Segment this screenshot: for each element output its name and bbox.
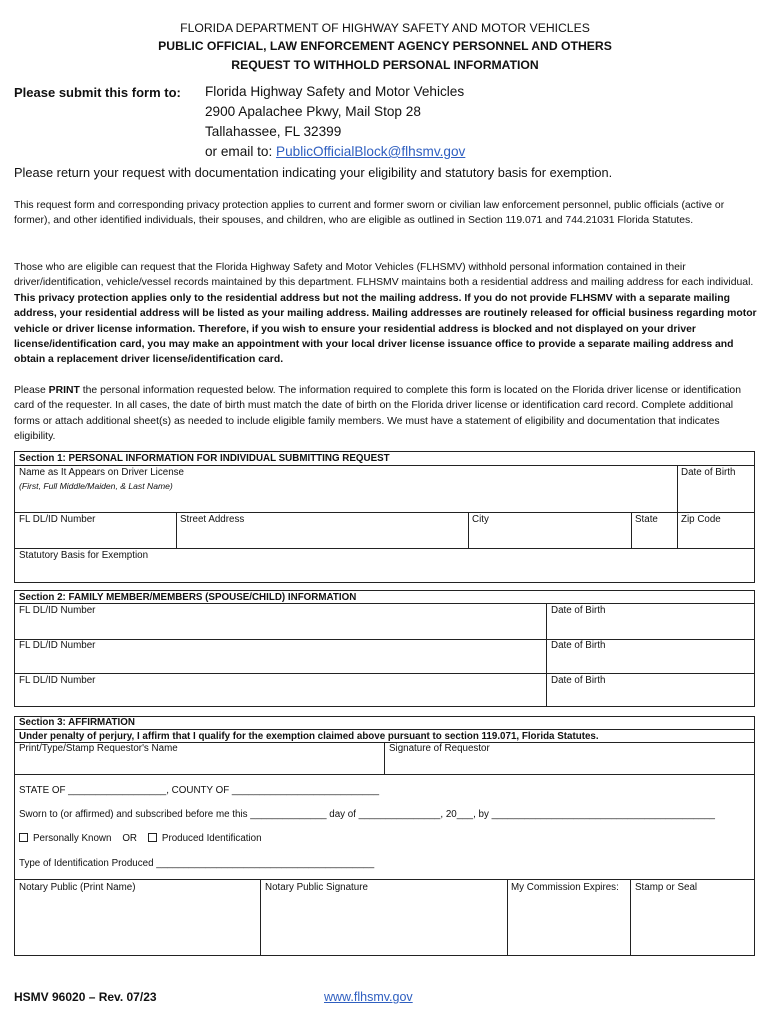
privacy-text: Those who are eligible can request that the Florida Highway Safety and Motor Vehicles (FLHSMV) withhold personal information contained in their driver/identification, vehicle/vessel records maintained by this department. FLHSMV maintains both a residential address and mailing address for each individual. bbox=[14, 262, 754, 289]
produced-id-checkbox[interactable] bbox=[148, 833, 157, 842]
statutory-basis-label: Statutory Basis for Exemption bbox=[19, 550, 149, 561]
section2-box bbox=[14, 590, 755, 707]
zip-code-label: Zip Code bbox=[681, 514, 721, 525]
or-label: OR bbox=[122, 833, 138, 844]
personally-known-checkbox[interactable] bbox=[19, 833, 28, 842]
identification-type-line: Type of Identification Produced ________________________________________ bbox=[19, 858, 375, 869]
state-county-line: STATE OF __________________, COUNTY OF ___________________________ bbox=[19, 785, 380, 796]
requestor-signature-label: Signature of Requestor bbox=[389, 743, 490, 754]
family-dl-label-2: FL DL/ID Number bbox=[19, 640, 96, 651]
section2-title: Section 2: FAMILY MEMBER/MEMBERS (SPOUSE/CHILD) INFORMATION bbox=[19, 592, 357, 603]
perjury-statement: Under penalty of perjury, I affirm that I qualify for the exemption claimed above pursuant to section 119.071, Florida Statutes. bbox=[19, 731, 599, 742]
agency-title: FLORIDA DEPARTMENT OF HIGHWAY SAFETY AND MOTOR VEHICLES bbox=[180, 21, 590, 35]
return-note: Please return your request with documentation indicating your eligibility and statutory basis for exemption. bbox=[14, 165, 613, 180]
section3-title: Section 3: AFFIRMATION bbox=[19, 717, 135, 728]
submit-label: Please submit this form to: bbox=[14, 85, 181, 100]
family-dl-label-3: FL DL/ID Number bbox=[19, 675, 96, 686]
requestor-name-label: Print/Type/Stamp Requestor's Name bbox=[19, 743, 178, 754]
address-line-3: Tallahassee, FL 32399 bbox=[205, 124, 342, 139]
mailing-address bbox=[205, 82, 465, 162]
instructions-paragraph bbox=[14, 383, 758, 445]
personally-known-label: Personally Known bbox=[33, 833, 112, 844]
email-prefix: or email to: bbox=[205, 144, 277, 159]
dl-number-label: FL DL/ID Number bbox=[19, 514, 96, 525]
family-dob-label-2: Date of Birth bbox=[551, 640, 606, 651]
dob-label: Date of Birth bbox=[681, 467, 736, 478]
produced-id-label: Produced Identification bbox=[161, 833, 262, 844]
email-link[interactable]: PublicOfficialBlock@flhsmv.gov bbox=[276, 144, 466, 159]
commission-expires-label: My Commission Expires: bbox=[511, 882, 619, 893]
privacy-paragraph bbox=[14, 260, 758, 368]
website-link[interactable]: www.flhsmv.gov bbox=[324, 990, 413, 1004]
notary-print-name-label: Notary Public (Print Name) bbox=[19, 882, 136, 893]
instructions-text-b: the personal information requested below. The information required to complete this form is located on the Florida driver license or identification card of the requester. In all cases, the date of birth must match the date of birth on the Florida driver license or identification card record. Complete additional forms or attach additional sheet(s) as needed to include eligible family members. We must have a statement of eligibility and documentation that indicates eligibility. bbox=[14, 385, 741, 443]
address-line-2: 2900 Apalachee Pkwy, Mail Stop 28 bbox=[205, 104, 421, 119]
print-word: PRINT bbox=[48, 385, 80, 396]
name-label: Name as It Appears on Driver License bbox=[19, 467, 184, 478]
form-title: REQUEST TO WITHHOLD PERSONAL INFORMATION bbox=[231, 58, 539, 72]
notary-signature-label: Notary Public Signature bbox=[265, 882, 368, 893]
sworn-line: Sworn to (or affirmed) and subscribed before me this ______________ day of _______________, 20___, by _________________________________________ bbox=[19, 809, 715, 820]
instructions-text-a: Please bbox=[14, 385, 49, 396]
privacy-bold-text: This privacy protection applies only to the residential address but not the mailing address. If you do not provide FLHSMV with a separate mailing address, your residential address will be listed as your mailing address. Mailing addresses are routinely released for official business regarding motor vehicle or driver license information. Therefore, if you wish to ensure your residential address is blocked and not displayed on your driver license/identification card, you may make an appointment with your local driver license issuance office to provide a separate mailing address and obtain a replacement driver license/identification card. bbox=[14, 292, 757, 366]
family-dob-label-1: Date of Birth bbox=[551, 605, 606, 616]
family-dob-label-3: Date of Birth bbox=[551, 675, 606, 686]
name-hint: (First, Full Middle/Maiden, & Last Name) bbox=[19, 481, 173, 491]
family-dl-label-1: FL DL/ID Number bbox=[19, 605, 96, 616]
form-id: HSMV 96020 – Rev. 07/23 bbox=[14, 990, 157, 1004]
eligibility-paragraph: This request form and corresponding privacy protection applies to current and former sworn or civilian law enforcement personnel, public officials (active or former), and other identified individuals, their spouses, and children, who are eligible as outlined in Section 119.071 and 744.21031 Florida Statutes. bbox=[14, 200, 725, 227]
stamp-seal-label: Stamp or Seal bbox=[635, 882, 698, 893]
city-label: City bbox=[472, 514, 489, 525]
section1-title: Section 1: PERSONAL INFORMATION FOR INDIVIDUAL SUBMITTING REQUEST bbox=[19, 453, 390, 464]
street-address-label: Street Address bbox=[180, 514, 245, 525]
address-line-1: Florida Highway Safety and Motor Vehicles bbox=[205, 84, 465, 99]
identification-options bbox=[19, 833, 262, 845]
form-subtitle: PUBLIC OFFICIAL, LAW ENFORCEMENT AGENCY PERSONNEL AND OTHERS bbox=[158, 39, 612, 53]
state-label: State bbox=[635, 514, 658, 525]
email-line bbox=[205, 142, 465, 162]
